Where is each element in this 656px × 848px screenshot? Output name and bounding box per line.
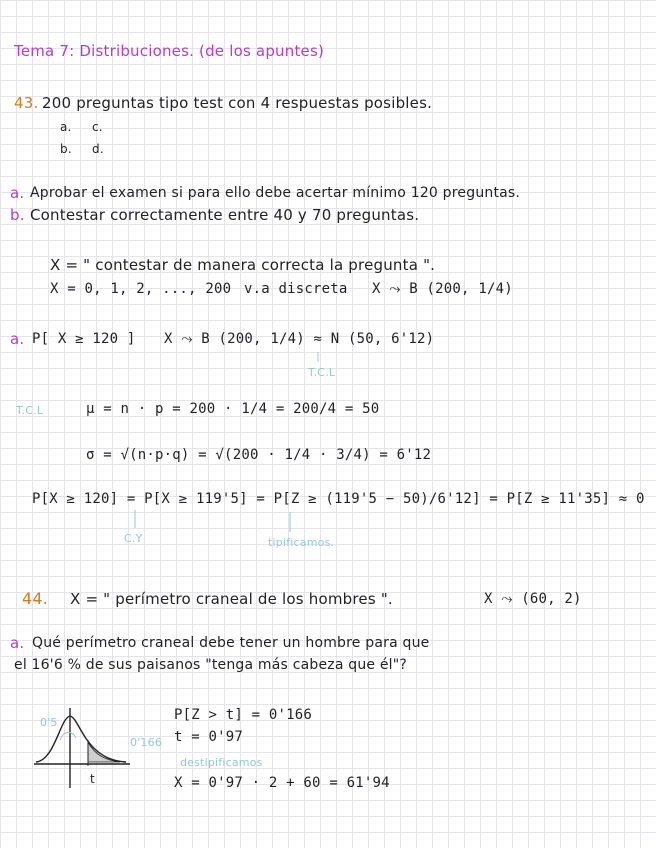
ex44-part-a-tag: a.: [10, 634, 25, 652]
part-a-prob: P[ X ≥ 120 ]: [32, 331, 136, 347]
graph-label-t: t: [90, 772, 95, 786]
item-b-text: Contestar correctamente entre 40 y 70 preguntas.: [30, 206, 420, 224]
option-a: a.: [60, 120, 72, 134]
exercise-44-dist: X ⤳ (60, 2): [484, 591, 582, 607]
note-destipificamos: destipificamos: [180, 756, 263, 769]
item-b-tag: b.: [10, 206, 25, 224]
support-values: X = 0, 1, 2, ..., 200: [50, 281, 232, 297]
option-b: b.: [60, 142, 72, 156]
eq-probability: P[Z > t] = 0'166: [174, 707, 313, 723]
def-x: X = " contestar de manera correcta la pregunta ".: [50, 256, 436, 274]
note-cy: C.Y: [124, 532, 143, 545]
mean-calc: μ = n · p = 200 · 1/4 = 200/4 = 50: [86, 401, 380, 417]
eq-result: X = 0'97 · 2 + 60 = 61'94: [174, 775, 390, 791]
page-title: Tema 7: Distribuciones. (de los apuntes): [14, 42, 325, 60]
item-a-text: Aprobar el examen si para ello debe acertar mínimo 120 preguntas.: [30, 185, 521, 201]
final-calc: P[X ≥ 120] = P[X ≥ 119'5] = P[Z ≥ (119'5 − 50)/6'12] = P[Z ≥ 11'35] ≈ 0: [32, 491, 645, 507]
va-type: v.a discreta: [244, 281, 348, 297]
option-c: c.: [92, 120, 103, 134]
exercise-43-statement: 200 preguntas tipo test con 4 respuestas posibles.: [42, 94, 433, 112]
item-a-tag: a.: [10, 184, 25, 202]
normal-approx: X ⤳ B (200, 1/4) ≈ N (50, 6'12): [164, 331, 435, 347]
exercise-44-def: X = " perímetro craneal de los hombres ".: [70, 590, 393, 608]
graph-label-value: 0'166: [130, 736, 163, 749]
ex44-question-2: el 16'6 % de sus paisanos "tenga más cabeza que él"?: [14, 657, 408, 673]
ex44-question-1: Qué perímetro craneal debe tener un hombre para que: [32, 635, 430, 651]
exercise-44-number: 44.: [22, 589, 49, 608]
note-tipificamos: tipificamos.: [268, 536, 335, 549]
note-tcl: T.C.L: [308, 366, 336, 379]
option-d: d.: [92, 142, 104, 156]
graph-label-mu: 0'5: [40, 716, 58, 729]
exercise-43-number: 43.: [14, 94, 39, 112]
note-tcl-left: T.C.L: [16, 404, 44, 417]
binomial-dist: X ⤳ B (200, 1/4): [372, 281, 513, 297]
part-a-tag: a.: [10, 330, 25, 348]
eq-t-value: t = 0'97: [174, 729, 244, 745]
sigma-calc: σ = √(n·p·q) = √(200 · 1/4 · 3/4) = 6'12: [86, 447, 432, 463]
